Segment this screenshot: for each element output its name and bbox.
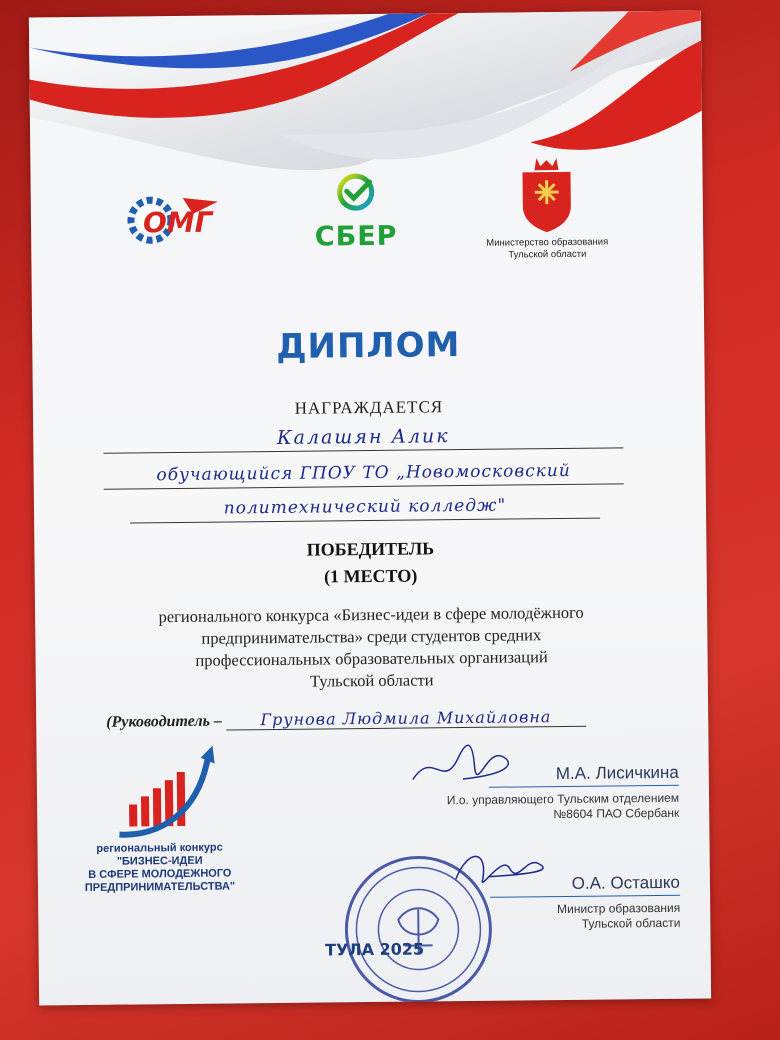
awarded-label: НАГРАЖДАЕТСЯ [294,397,444,418]
signatory-1-title-line1: И.о. управляющего Тульским отделением [446,790,680,808]
diploma-sheet [29,11,711,1006]
recipient-name: Калашян Алик [103,421,623,453]
signatory-1-name: М.А. Лисичкина [489,763,679,788]
gear-logo-icon [123,183,234,254]
contest-logo-line2: "БИЗНЕС-ИДЕИ [116,854,203,868]
city-year: ТУЛА 2025 [325,939,425,960]
contest-line-3: профессиональных образовательных организаций [195,647,548,670]
contest-logo-caption [59,841,260,895]
contest-line-1: регионального конкурса «Бизнес-идеи в сфере молодёжного [158,602,584,627]
ministry-caption-line1: Министерство образования [486,236,609,249]
contest-logo-line4: ПРЕДПРИНИМАТЕЛЬСТВА" [84,880,236,895]
signatory-2-title [490,901,680,933]
tula-coat-of-arms-icon [514,154,579,235]
place-label: (1 МЕСТО) [323,565,418,587]
growth-chart-icon [108,744,219,845]
ministry-caption-line2: Тульской области [508,248,587,261]
contest-line-4: Тульской области [310,670,434,691]
signatory-2-title-line2: Тульской области [581,915,681,931]
signatory-2-name: О.А. Осташко [490,873,680,898]
contest-line-2: предпринимательства» среди студентов средних [201,625,542,648]
omg-logo [123,183,234,254]
supervisor-line [106,706,626,731]
recipient-affiliation-line2: политехнический колледж" [130,492,600,524]
recipient-affiliation-line1: обучающийся ГПОУ ТО „Новомосковский [104,457,624,489]
winner-label: ПОБЕДИТЕЛЬ [306,538,435,560]
signatory-2-title-line1: Министр образования [557,900,681,917]
diploma-title: ДИПЛОМ [276,325,461,367]
sber-logo [300,172,411,273]
contest-description [105,601,638,695]
contest-logo-line1: региональный конкурс [96,841,223,855]
supervisor-name: Грунова Людмила Михайловна [226,707,586,731]
signatory-1-title [397,791,679,824]
ministry-caption [457,236,637,262]
signatory-1-title-line2: №8604 ПАО Сбербанк [553,805,680,822]
contest-logo-line3: В СФЕРЕ МОЛОДЕЖНОГО [88,867,232,881]
sber-logo-text: СБЕР [314,220,398,253]
sber-check-icon [335,172,375,212]
supervisor-label: (Руководитель – [106,712,223,731]
omg-logo-text: ОМГ [142,205,213,240]
